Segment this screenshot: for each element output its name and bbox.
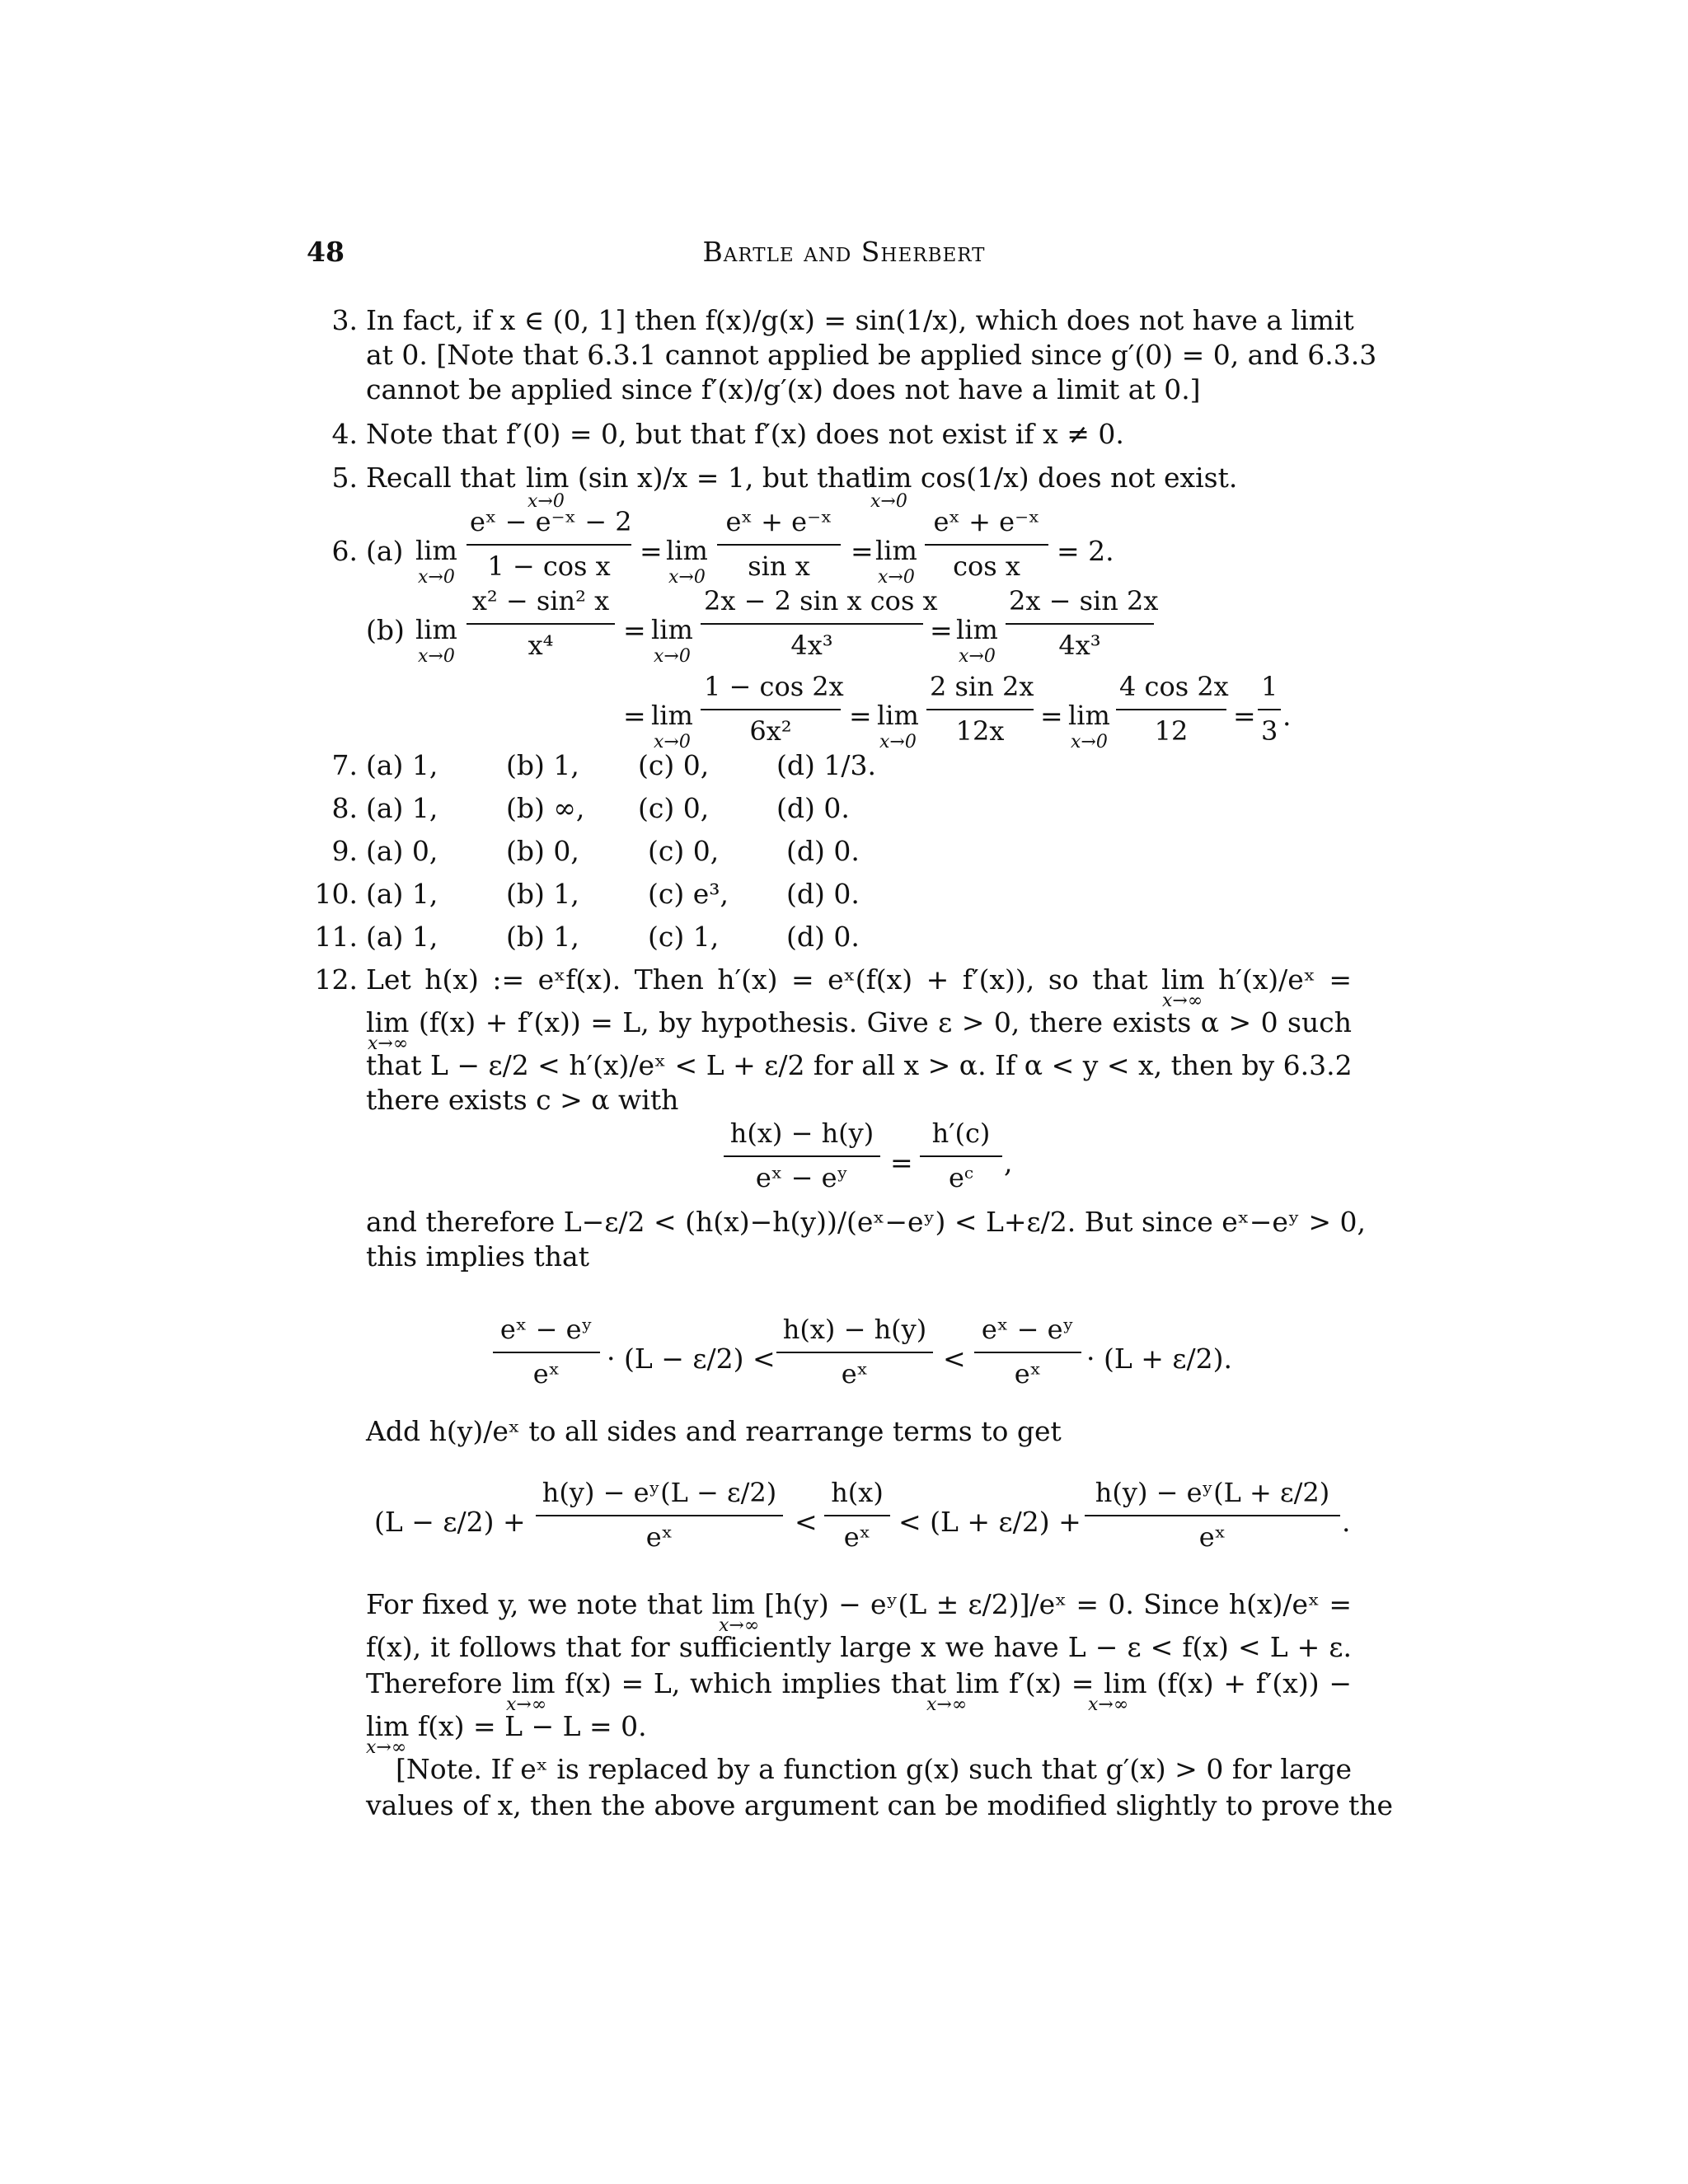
expression: · (L + ε/2). <box>1086 1343 1232 1375</box>
fraction: $\frac{h(x)}{\text{eˣ}}$ <box>824 1477 890 1553</box>
item12-line8: For fixed y, we note that lim [h(y) − eʸ(L ± ε/2)]/eˣ = 0. Since h(x)/eˣ = <box>366 1588 1352 1620</box>
answer-d: (d) 0. <box>786 878 860 910</box>
fraction: $\frac{2x - \sin 2x}{\text{4x³}}$ <box>1006 585 1154 661</box>
item12-line13: values of x, then the above argument can be modified slightly to prove the <box>366 1789 1394 1821</box>
fraction: $\frac{2 \sin 2x}{12x}$ <box>926 671 1034 747</box>
fraction: $\frac{\text{eˣ − eʸ}}{\text{eˣ}}$ <box>974 1314 1081 1390</box>
limit-subscript: x→0 <box>528 491 565 512</box>
item-number: 12. <box>314 963 358 996</box>
fraction: $\frac{1}{3}$ <box>1258 671 1281 747</box>
limit-subscript: x→∞ <box>926 1694 968 1715</box>
item-number: 9. <box>331 835 358 867</box>
expression: < (L + ε/2) + <box>898 1506 1081 1538</box>
fraction: $\frac{\text{eˣ − eʸ}}{\text{eˣ}}$ <box>493 1314 600 1390</box>
answer-a: (a) 1, <box>366 749 438 781</box>
item12-line11: lim f(x) = L − L = 0. <box>366 1710 647 1742</box>
answer-a: (a) 1, <box>366 878 438 910</box>
limit-subscript: x→∞ <box>368 1033 409 1054</box>
fraction: $\frac{\text{2x − 2 sin x cos x}}{\text{4x³}}$ <box>701 585 923 661</box>
limit-operator: lim x→0 <box>415 535 457 588</box>
fraction: $\frac{4 \cos 2x}{12}$ <box>1116 671 1226 747</box>
item12-line12: [Note. If eˣ is replaced by a function g(x) such that g′(x) > 0 for large <box>396 1753 1352 1785</box>
item5-limit-b: lim cos(1/x) does not exist. <box>869 462 1238 494</box>
limit-subscript: x→∞ <box>366 1737 407 1758</box>
answer-d: (d) 0. <box>776 792 850 824</box>
answer-d: (d) 1/3. <box>776 749 876 781</box>
limit-subscript: x→∞ <box>719 1615 760 1636</box>
limit-operator: lim x→0 <box>1068 700 1110 752</box>
item-number: 6. <box>331 535 358 567</box>
item4-text: Note that f′(0) = 0, but that f′(x) does not exist if x ≠ 0. <box>366 418 1124 450</box>
answer-b: (b) 1, <box>506 921 579 953</box>
expression: · (L − ε/2) < <box>607 1343 776 1375</box>
page-number: 48 <box>307 236 345 268</box>
item3-line1: In fact, if x ∈ (0, 1] then f(x)/g(x) = sin(1/x), which does not have a limit <box>366 304 1354 336</box>
item12-line3: that L − ε/2 < h′(x)/eˣ < L + ε/2 for all x > α. If α < y < x, then by 6.3.2 <box>366 1049 1353 1081</box>
answer-b: (b) ∞, <box>506 792 585 824</box>
expression: < <box>943 1343 966 1375</box>
item-number: 10. <box>314 878 358 910</box>
fraction: $\frac{h(x) - h(y)}{\text{eˣ − eʸ}}$ <box>724 1118 880 1193</box>
document-page: 48 Bartle and Sherbert 3. In fact, if x ∈ (0, 1] then f(x)/g(x) = sin(1/x), which does not have a limit at 0. [Note that 6.3.1 cannot applied be applied since g′(0) = 0, and 6.3.3 cannot be applied since f′(x)/g′(x) does not have a limit at 0.] 4. Note that f′(0) = 0, but that f′(x) does not exist if x ≠ 0. 5. Recall that lim (sin x)/x = 1, but that x→0 lim cos(1/x) does not exist. x→0 6. (a) lim x→0 $\frac{\text{eˣ − e⁻ˣ − 2}}{\text{1 − cos x}}$ = lim x→0 $\frac{\text{eˣ + e⁻ˣ}}{\text{sin x}}$ = lim x→0 $\frac{\text{eˣ + e⁻ˣ}}{\text{cos x}}$ = 2. (b) lim x→0 $\frac{\text{x² − sin² x}}{\text{x⁴}}$ = lim x→0 $\frac{\text{2x − 2 sin x cos x}}{\text{4x³}}$ = lim x→0 $\frac{2x - \sin 2x}{\text{4x³}}$ = lim x→0 $\frac{1 - \cos 2x}{\text{6x²}}$ = lim x→0 $\frac{2 \sin 2x}{12x}$ = lim x→0 $\frac{4 \cos 2x}{12}$ = $\frac{1}{3}$ . 7. (a) 1, (b) 1, (c) 0, (d) 1/3. 8. (a) 1, (b) ∞, (c) 0, (d) 0. 9. (a) 0, (b) 0, (c) 0, (d) 0. 10. (a) 1, (b) 1, (c) e³, (d) 0. 11. (a) 1, (b) 1, (c) 1, (d) 0. 12. Let h(x) := eˣf(x). Then h′(x) = eˣ(f(x) + f′(x)), so that lim h′(x)/eˣ = x→∞ lim (f(x) + f′(x)) = L, by hypothesis. Give ε > 0, there exists α > 0 such x→∞ that L − ε/2 < h′(x)/eˣ < L + ε/2 for all x > α. If α < y < x, then by 6.3.2 there exists c > α with $\frac{h(x) - h(y)}{\text{eˣ − eʸ}}$ = $\frac{h'(c)}{\text{eᶜ}}$ , and therefore L−ε/2 < (h(x)−h(y))/(eˣ−eʸ) < L+ε/2. But since eˣ−eʸ > 0, this implies that $\frac{\text{eˣ − eʸ}}{\text{eˣ}}$ · (L − ε/2) < $\frac{h(x) - h(y)}{\text{eˣ}}$ < $\frac{\text{eˣ − eʸ}}{\text{eˣ}}$ · (L + ε/2). Add h(y)/eˣ to all sides and rearrange terms to get (L − ε/2) + $\frac{\text{h(y) − eʸ(L − ε/2)}}{\text{eˣ}}$ < $\frac{h(x)}{\text{eˣ}}$ < (L + ε/2) + $\frac{\text{h(y) − eʸ(L + ε/2)}}{\text{eˣ}}$ . For fixed y, we note that lim [h(y) − eʸ(L ± ε/2)]/eˣ = 0. Since h(x)/eˣ = x→∞ f(x), it follows that for sufficiently large x we have L − ε < f(x) < L + ε. Therefore lim f(x) = L, which implies that lim f′(x) = lim (f(x) + f′(x)) − x→∞ x→∞ x→∞ lim f(x) = L − L = 0. x→∞ [Note. If eˣ is replaced by a function g(x) such that g′(x) > 0 for large values of x, then the above argument can be modified slightly to prove the <box>0 0 1688 2184</box>
part-label: (a) <box>366 535 404 567</box>
answer-d: (d) 0. <box>786 835 860 867</box>
expression: . <box>1342 1506 1351 1538</box>
answer-c: (c) 0, <box>638 792 710 824</box>
fraction: $\frac{\text{eˣ − e⁻ˣ − 2}}{\text{1 − cos x}}$ <box>467 506 631 582</box>
limit-operator: lim x→0 <box>651 614 693 667</box>
limit-operator: lim x→0 <box>415 614 457 667</box>
item3-line2: at 0. [Note that 6.3.1 cannot applied be applied since g′(0) = 0, and 6.3.3 <box>366 339 1377 371</box>
fraction: $\frac{\text{h(y) − eʸ(L + ε/2)}}{\text{eˣ}}$ <box>1085 1477 1340 1553</box>
answer-a: (a) 0, <box>366 835 438 867</box>
limit-subscript: x→∞ <box>1162 991 1203 1011</box>
item5-limit-a: lim (sin x)/x = 1, but that <box>526 462 873 494</box>
limit-operator: lim x→0 <box>666 535 708 588</box>
item-number: 8. <box>331 792 358 824</box>
limit-subscript: x→∞ <box>1088 1694 1129 1715</box>
result: = 2. <box>1057 535 1114 567</box>
fraction: $\frac{\text{eˣ + e⁻ˣ}}{\text{cos x}}$ <box>925 506 1048 582</box>
running-head: Bartle and Sherbert <box>702 236 986 268</box>
answer-a: (a) 1, <box>366 921 438 953</box>
item12-line2: lim (f(x) + f′(x)) = L, by hypothesis. Give ε > 0, there exists α > 0 such <box>366 1006 1352 1038</box>
fraction: $\frac{\text{x² − sin² x}}{\text{x⁴}}$ <box>467 585 615 661</box>
limit-operator: lim x→0 <box>875 535 917 588</box>
answer-c: (c) 0, <box>648 835 720 867</box>
answer-b: (b) 0, <box>506 835 579 867</box>
item12-line10: Therefore lim f(x) = L, which implies that lim f′(x) = lim (f(x) + f′(x)) − <box>366 1667 1352 1699</box>
item-number: 5. <box>331 462 358 494</box>
item5-intro: Recall that <box>366 462 516 494</box>
expression: (L − ε/2) + <box>374 1506 526 1538</box>
fraction: $\frac{1 - \cos 2x}{\text{6x²}}$ <box>701 671 841 747</box>
item12-line6: this implies that <box>366 1240 589 1272</box>
item12-line4: there exists c > α with <box>366 1084 679 1116</box>
limit-subscript: x→∞ <box>506 1694 547 1715</box>
fraction: $\frac{h'(c)}{\text{eᶜ}}$ <box>920 1118 1002 1193</box>
item3-line3: cannot be applied since f′(x)/g′(x) does not have a limit at 0.] <box>366 373 1201 405</box>
limit-operator: lim x→0 <box>877 700 919 752</box>
item-number: 4. <box>331 418 358 450</box>
fraction: $\frac{\text{eˣ + e⁻ˣ}}{\text{sin x}}$ <box>717 506 841 582</box>
answer-c: (c) 0, <box>638 749 710 781</box>
part-label: (b) <box>366 614 405 646</box>
item12-line5: and therefore L−ε/2 < (h(x)−h(y))/(eˣ−eʸ) < L+ε/2. But since eˣ−eʸ > 0, <box>366 1206 1367 1238</box>
item12-line7: Add h(y)/eˣ to all sides and rearrange terms to get <box>366 1415 1062 1447</box>
answer-b: (b) 1, <box>506 878 579 910</box>
expression: < <box>795 1506 818 1538</box>
fraction: $\frac{h(x) - h(y)}{\text{eˣ}}$ <box>776 1314 933 1390</box>
answer-a: (a) 1, <box>366 792 438 824</box>
item-number: 7. <box>331 749 358 781</box>
answer-c: (c) e³, <box>648 878 729 910</box>
answer-b: (b) 1, <box>506 749 579 781</box>
limit-operator: lim x→0 <box>956 614 998 667</box>
limit-operator: lim x→0 <box>651 700 693 752</box>
item12-line1: Let h(x) := eˣf(x). Then h′(x) = eˣ(f(x) + f′(x)), so that lim h′(x)/eˣ = <box>366 963 1352 996</box>
answer-c: (c) 1, <box>648 921 720 953</box>
item-number: 11. <box>314 921 358 953</box>
fraction: $\frac{\text{h(y) − eʸ(L − ε/2)}}{\text{eˣ}}$ <box>536 1477 783 1553</box>
limit-subscript: x→0 <box>870 491 907 512</box>
answer-d: (d) 0. <box>786 921 860 953</box>
item12-line9: f(x), it follows that for sufficiently large x we have L − ε < f(x) < L + ε. <box>366 1631 1352 1663</box>
item-number: 3. <box>331 304 358 336</box>
